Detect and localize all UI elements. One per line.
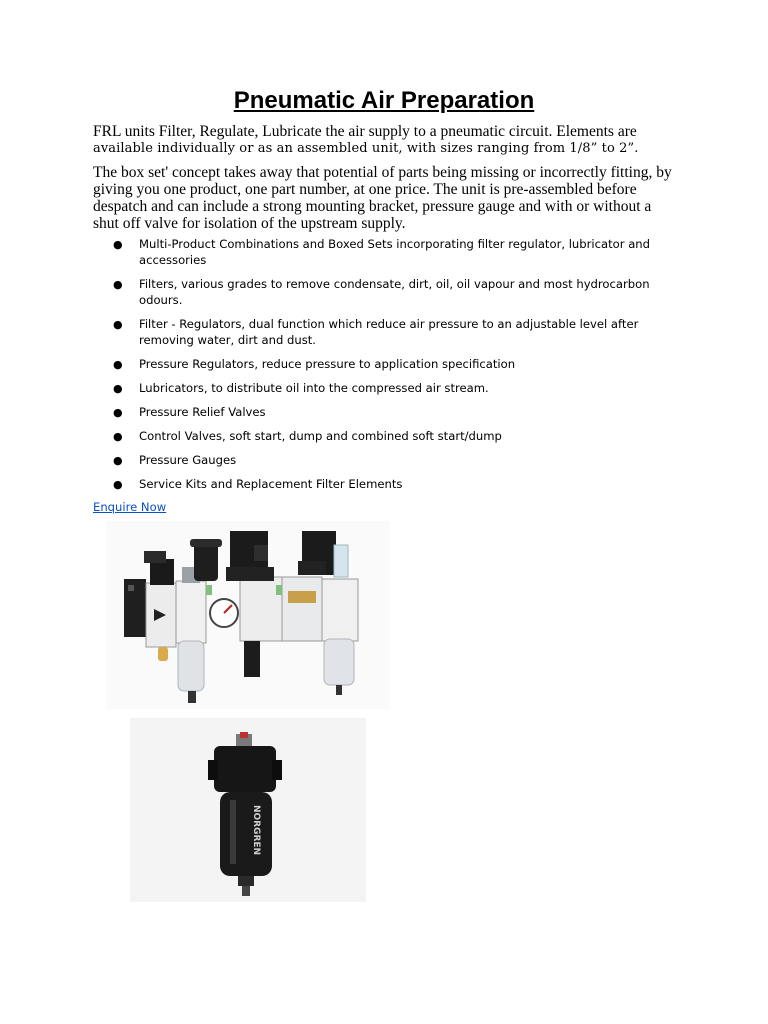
feature-line: Lubricators, to distribute oil into the compressed air stream. xyxy=(139,381,489,395)
feature-line: Filter - Regulators, dual function which reduce air pressure to an adjustable level after xyxy=(139,317,639,331)
feature-line: Service Kits and Replacement Filter Elements xyxy=(139,477,403,491)
description-line-1: The box set' concept takes away that potential of parts being missing or incorrectly fitting, by xyxy=(93,164,672,181)
feature-text xyxy=(139,356,669,372)
frl-assembly-image xyxy=(106,521,390,709)
page-title: Pneumatic Air Preparation xyxy=(233,87,535,114)
intro-line-1: FRL units Filter, Regulate, Lubricate the air supply to a pneumatic circuit. Elements are xyxy=(93,123,637,140)
description-line-3: despatch and can include a strong mounting bracket, pressure gauge and with or without a xyxy=(93,198,652,215)
feature-line: removing water, dirt and dust. xyxy=(139,333,316,347)
feature-text xyxy=(139,428,669,444)
feature-text xyxy=(139,476,669,492)
description-line-4: shut off valve for isolation of the upstream supply. xyxy=(93,215,406,232)
feature-text xyxy=(139,452,669,468)
bullet-icon: ● xyxy=(113,358,123,371)
bullet-icon: ● xyxy=(113,318,123,331)
bullet-icon: ● xyxy=(113,406,123,419)
feature-text xyxy=(139,276,669,308)
feature-line: Control Valves, soft start, dump and combined soft start/dump xyxy=(139,429,502,443)
bullet-icon: ● xyxy=(113,478,123,491)
filter-unit-illustration xyxy=(130,718,366,902)
feature-line: Pressure Gauges xyxy=(139,453,237,467)
filter-brand-label: NORGREN xyxy=(251,804,261,856)
feature-text xyxy=(139,404,669,420)
feature-text xyxy=(139,380,669,396)
intro-paragraph xyxy=(93,123,683,157)
bullet-icon: ● xyxy=(113,238,123,251)
enquire-now-link[interactable]: Enquire Now xyxy=(93,500,167,514)
feature-text xyxy=(139,236,669,268)
frl-assembly-illustration xyxy=(106,521,390,709)
feature-line: accessories xyxy=(139,253,207,267)
intro-line-2: available individually or as an assembled unit, with sizes ranging from 1/8” to 2”. xyxy=(93,141,639,156)
feature-line: Pressure Regulators, reduce pressure to application specification xyxy=(139,357,516,371)
feature-line: Multi-Product Combinations and Boxed Sets incorporating filter regulator, lubricator and xyxy=(139,237,651,251)
feature-line: Filters, various grades to remove condensate, dirt, oil, oil vapour and most hydrocarbon xyxy=(139,277,650,291)
description-line-2: giving you one product, one part number, at one price. The unit is pre-assembled before xyxy=(93,181,637,198)
description-paragraph xyxy=(93,164,683,232)
bullet-icon: ● xyxy=(113,430,123,443)
feature-line: Pressure Relief Valves xyxy=(139,405,266,419)
feature-text xyxy=(139,316,669,348)
feature-line: odours. xyxy=(139,293,183,307)
bullet-icon: ● xyxy=(113,382,123,395)
bullet-icon: ● xyxy=(113,278,123,291)
filter-unit-image xyxy=(130,718,366,902)
bullet-icon: ● xyxy=(113,454,123,467)
